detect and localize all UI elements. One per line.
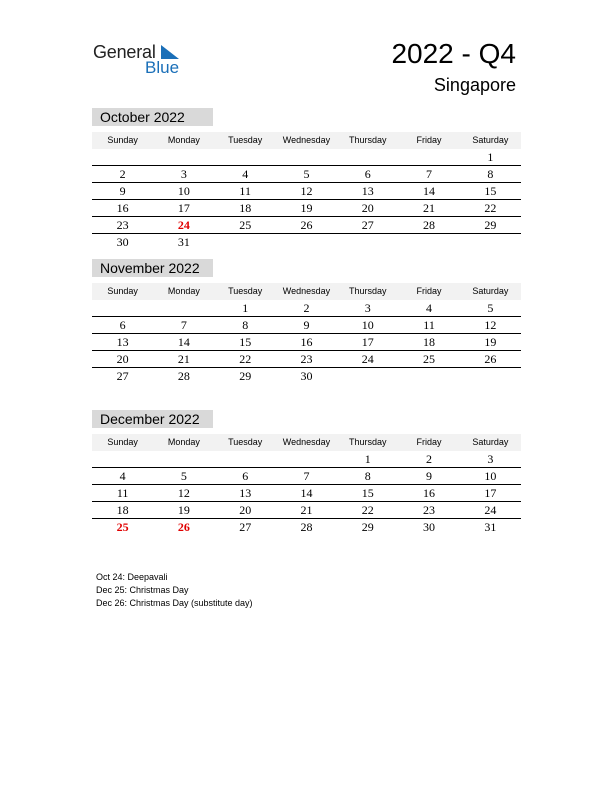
- day-cell: 26: [177, 520, 190, 534]
- day-cell: 16: [300, 335, 313, 349]
- weekday-label: Sunday: [107, 437, 138, 447]
- week-row: [92, 317, 521, 334]
- month-title: December 2022: [92, 410, 213, 428]
- weekday-header: [92, 132, 521, 149]
- day-cell: 30: [300, 369, 313, 383]
- logo: [93, 42, 193, 82]
- day-cell: 20: [116, 352, 129, 366]
- day-cell: 20: [361, 201, 374, 215]
- day-cell: [398, 149, 459, 165]
- day-cell: 18: [239, 201, 252, 215]
- day-cell: 25: [116, 520, 129, 534]
- day-cell: 26: [300, 218, 313, 232]
- weekday-label: Monday: [167, 437, 200, 447]
- weekday-header: [92, 434, 521, 451]
- day-cell: 23: [116, 218, 129, 232]
- week-row: [92, 334, 521, 351]
- day-cell: 28: [300, 520, 313, 534]
- week-row: [92, 519, 521, 535]
- weekday-label: Saturday: [472, 286, 509, 296]
- weekday-label: Wednesday: [282, 286, 331, 296]
- day-cell: 5: [487, 301, 494, 315]
- day-cell: [276, 234, 337, 250]
- day-cell: 1: [487, 150, 494, 164]
- day-cell: 29: [239, 369, 252, 383]
- day-cell: [153, 300, 214, 316]
- day-cell: 12: [484, 318, 497, 332]
- day-cell: 12: [300, 184, 313, 198]
- day-cell: 13: [116, 335, 129, 349]
- day-cell: 14: [423, 184, 436, 198]
- month-grid: [92, 149, 521, 250]
- weekday-label: Tuesday: [228, 135, 263, 145]
- day-cell: 1: [242, 301, 249, 315]
- day-cell: 13: [361, 184, 374, 198]
- day-cell: 30: [116, 235, 129, 249]
- weekday-label: Sunday: [107, 135, 138, 145]
- day-cell: 17: [484, 486, 497, 500]
- day-cell: [337, 234, 398, 250]
- day-cell: 25: [423, 352, 436, 366]
- weekday-label: Wednesday: [282, 135, 331, 145]
- week-row: [92, 166, 521, 183]
- day-cell: 2: [426, 452, 433, 466]
- day-cell: 6: [119, 318, 126, 332]
- day-cell: 20: [239, 503, 252, 517]
- month-november: [92, 259, 521, 384]
- day-cell: 23: [300, 352, 313, 366]
- day-cell: 19: [300, 201, 313, 215]
- day-cell: [215, 451, 276, 467]
- day-cell: 17: [361, 335, 374, 349]
- week-row: [92, 300, 521, 317]
- day-cell: 11: [423, 318, 435, 332]
- logo-word-general: General: [93, 42, 156, 62]
- day-cell: [398, 368, 459, 384]
- page-title: 2022 - Q4: [391, 38, 516, 69]
- day-cell: 22: [361, 503, 374, 517]
- day-cell: [215, 149, 276, 165]
- holiday-notes: [96, 571, 253, 610]
- day-cell: 22: [239, 352, 252, 366]
- day-cell: 5: [180, 469, 187, 483]
- holiday-note: Dec 25: Christmas Day: [96, 585, 189, 595]
- day-cell: 17: [177, 201, 190, 215]
- day-cell: 10: [484, 469, 497, 483]
- week-row: [92, 451, 521, 468]
- day-cell: 14: [177, 335, 190, 349]
- day-cell: 3: [180, 167, 187, 181]
- day-cell: [215, 234, 276, 250]
- day-cell: 6: [242, 469, 249, 483]
- holiday-note: Dec 26: Christmas Day (substitute day): [96, 598, 253, 608]
- day-cell: 8: [364, 469, 371, 483]
- day-cell: 10: [361, 318, 374, 332]
- day-cell: 31: [177, 235, 190, 249]
- day-cell: [276, 451, 337, 467]
- day-cell: 19: [177, 503, 190, 517]
- day-cell: [460, 368, 521, 384]
- weekday-header: [92, 283, 521, 300]
- week-row: [92, 200, 521, 217]
- weekday-label: Tuesday: [228, 437, 263, 447]
- week-row: [92, 183, 521, 200]
- weekday-label: Sunday: [107, 286, 138, 296]
- holiday-note: Oct 24: Deepavali: [96, 572, 168, 582]
- day-cell: 29: [361, 520, 374, 534]
- day-cell: [460, 234, 521, 250]
- day-cell: 9: [303, 318, 310, 332]
- day-cell: 24: [484, 503, 497, 517]
- weekday-label: Friday: [416, 286, 442, 296]
- day-cell: 27: [361, 218, 374, 232]
- day-cell: 29: [484, 218, 497, 232]
- month-title: October 2022: [92, 108, 213, 126]
- day-cell: 26: [484, 352, 497, 366]
- day-cell: 10: [177, 184, 190, 198]
- month-december: [92, 410, 521, 535]
- day-cell: 4: [119, 469, 126, 483]
- week-row: [92, 368, 521, 384]
- week-row: [92, 502, 521, 519]
- month-title: November 2022: [92, 259, 213, 277]
- day-cell: 15: [239, 335, 252, 349]
- day-cell: 22: [484, 201, 497, 215]
- weekday-label: Thursday: [349, 437, 387, 447]
- day-cell: [337, 368, 398, 384]
- day-cell: 7: [426, 167, 433, 181]
- weekday-label: Tuesday: [228, 286, 263, 296]
- weekday-label: Thursday: [349, 135, 387, 145]
- day-cell: 1: [364, 452, 371, 466]
- day-cell: 4: [426, 301, 433, 315]
- day-cell: 3: [364, 301, 371, 315]
- day-cell: 18: [423, 335, 436, 349]
- weekday-label: Wednesday: [282, 437, 331, 447]
- day-cell: 27: [239, 520, 252, 534]
- day-cell: 5: [303, 167, 310, 181]
- day-cell: 23: [423, 503, 436, 517]
- weekday-label: Monday: [167, 286, 200, 296]
- weekday-label: Friday: [416, 437, 442, 447]
- day-cell: 13: [239, 486, 252, 500]
- day-cell: 16: [116, 201, 129, 215]
- day-cell: 21: [177, 352, 190, 366]
- day-cell: 28: [177, 369, 190, 383]
- month-grid: [92, 300, 521, 384]
- day-cell: 27: [116, 369, 129, 383]
- day-cell: 9: [426, 469, 433, 483]
- day-cell: 4: [242, 167, 249, 181]
- day-cell: 7: [180, 318, 187, 332]
- day-cell: 7: [303, 469, 310, 483]
- week-row: [92, 149, 521, 166]
- day-cell: 31: [484, 520, 497, 534]
- day-cell: 6: [364, 167, 371, 181]
- week-row: [92, 485, 521, 502]
- day-cell: 3: [487, 452, 494, 466]
- day-cell: 28: [423, 218, 436, 232]
- day-cell: [153, 149, 214, 165]
- day-cell: 21: [300, 503, 313, 517]
- day-cell: 18: [116, 503, 129, 517]
- weekday-label: Saturday: [472, 135, 509, 145]
- day-cell: 11: [116, 486, 129, 500]
- week-row: [92, 351, 521, 368]
- weekday-label: Friday: [416, 135, 442, 145]
- day-cell: 21: [423, 201, 436, 215]
- day-cell: [398, 234, 459, 250]
- week-row: [92, 468, 521, 485]
- day-cell: [337, 149, 398, 165]
- day-cell: 16: [423, 486, 436, 500]
- day-cell: 24: [361, 352, 374, 366]
- day-cell: 30: [423, 520, 436, 534]
- day-cell: 8: [487, 167, 494, 181]
- day-cell: 8: [242, 318, 249, 332]
- logo-word-blue: Blue: [145, 58, 180, 77]
- day-cell: 2: [303, 301, 310, 315]
- month-grid: [92, 451, 521, 535]
- day-cell: 15: [484, 184, 497, 198]
- country-name: Singapore: [433, 75, 516, 95]
- day-cell: 15: [361, 486, 374, 500]
- weekday-label: Saturday: [472, 437, 509, 447]
- day-cell: [92, 149, 153, 165]
- day-cell: 24: [177, 218, 190, 232]
- day-cell: 11: [239, 184, 251, 198]
- day-cell: [92, 451, 153, 467]
- month-october: [92, 108, 521, 250]
- day-cell: 14: [300, 486, 313, 500]
- day-cell: 9: [119, 184, 126, 198]
- weekday-label: Monday: [167, 135, 200, 145]
- day-cell: 25: [239, 218, 252, 232]
- day-cell: [92, 300, 153, 316]
- week-row: [92, 234, 521, 250]
- week-row: [92, 217, 521, 234]
- day-cell: 12: [177, 486, 190, 500]
- day-cell: 19: [484, 335, 497, 349]
- weekday-label: Thursday: [349, 286, 387, 296]
- day-cell: [153, 451, 214, 467]
- day-cell: 2: [119, 167, 126, 181]
- day-cell: [276, 149, 337, 165]
